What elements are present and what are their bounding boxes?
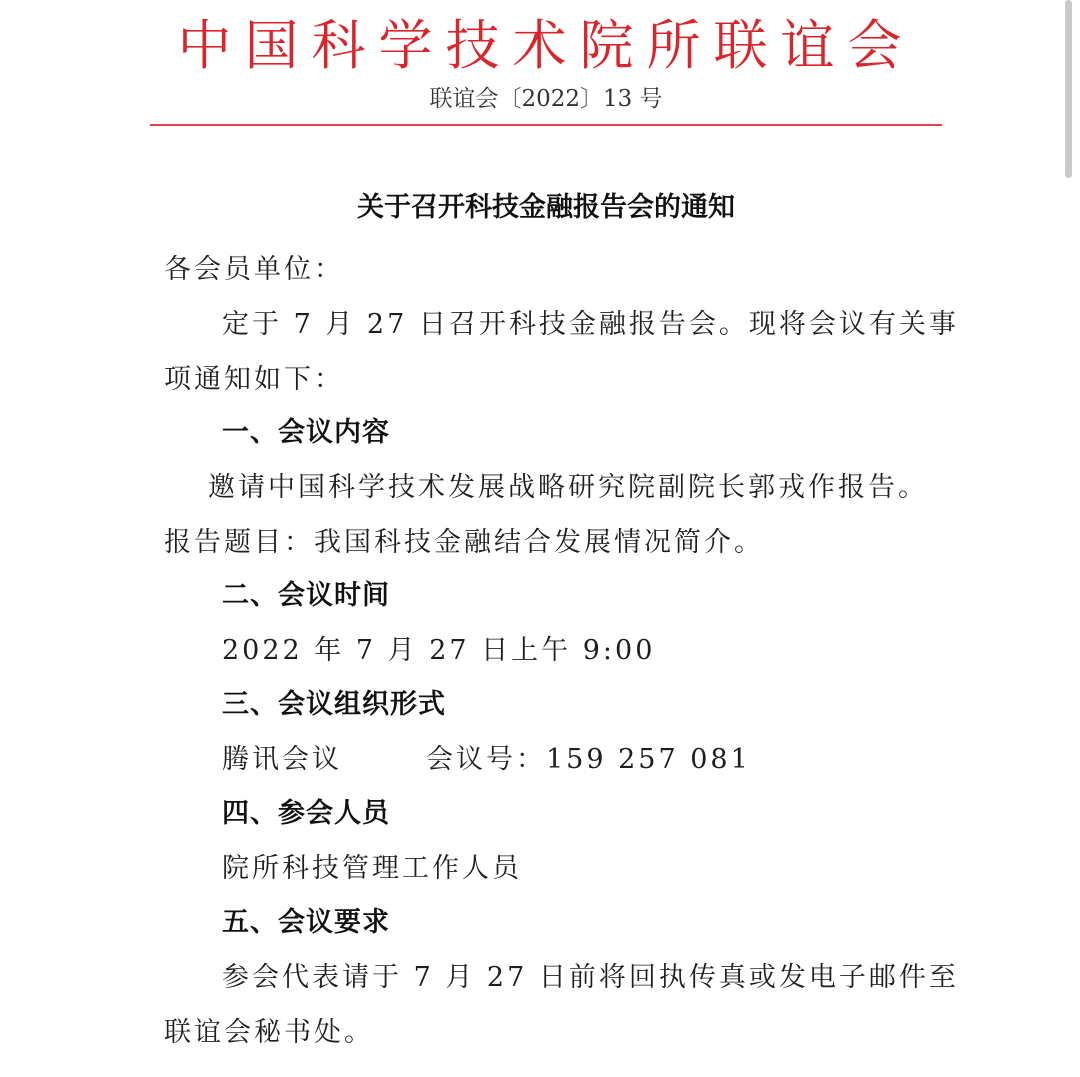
attendees: 院所科技管理工作人员 [222,853,522,884]
content-line-1: 邀请中国科学技术发展战略研究院副院长郭戎作报告。 [208,472,928,503]
document-number: 联谊会〔2022〕13 号 [429,86,663,112]
notice-title: 关于召开科技金融报告会的通知 [357,192,735,223]
intro-line-2: 项通知如下： [164,364,344,395]
organization-header: 中国科学技术院所联谊会 [177,14,915,77]
section-heading-attendees: 四、参会人员 [222,798,390,829]
section-heading-requirements: 五、会议要求 [222,907,390,938]
header-divider [150,124,942,126]
intro-line-1: 定于 7 月 27 日召开科技金融报告会。现将会议有关事 [222,309,959,340]
salutation: 各会员单位： [164,254,344,285]
meeting-time: 2022 年 7 月 27 日上午 9:00 [222,635,656,666]
section-heading-content: 一、会议内容 [222,417,390,448]
meeting-id: 会议号：159 257 081 [426,744,751,775]
requirements-line-2: 联谊会秘书处。 [164,1017,374,1048]
section-heading-time: 二、会议时间 [222,580,390,611]
vertical-scrollbar[interactable] [1065,0,1072,178]
requirements-line-1: 参会代表请于 7 月 27 日前将回执传真或发电子邮件至 [222,962,959,993]
section-heading-format: 三、会议组织形式 [222,689,446,720]
content-line-2: 报告题目：我国科技金融结合发展情况简介。 [164,527,764,558]
meeting-platform: 腾讯会议 [222,744,342,775]
